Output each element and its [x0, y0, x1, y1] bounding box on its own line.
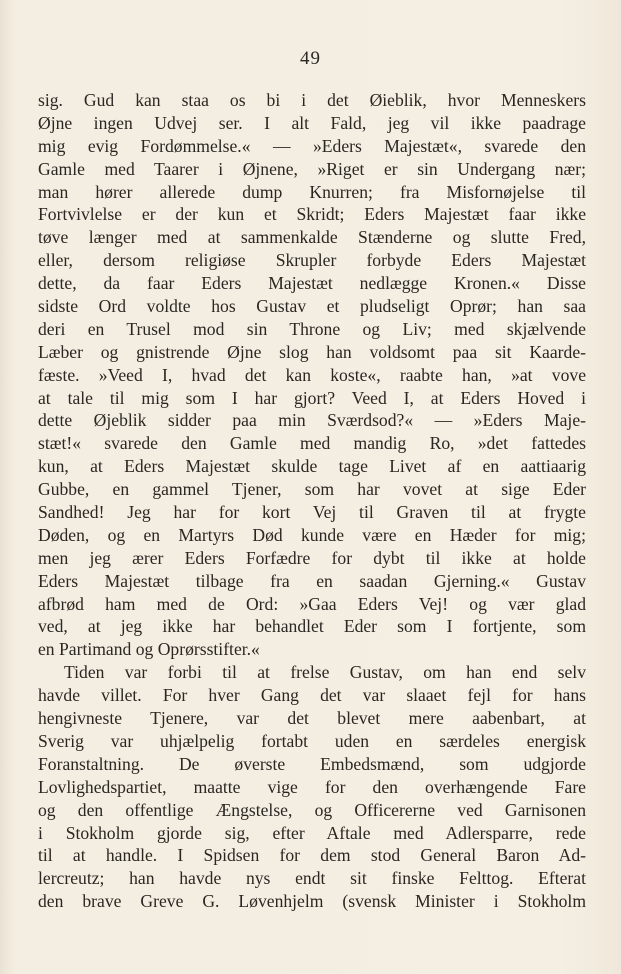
text-line: Fortvivlelse er der kun et Skridt; Eders Majestæt faar ikke: [38, 204, 586, 225]
text-line: Lovlighedspartiet, maatte vige for den overhængende Fare: [38, 776, 586, 797]
text-line: dette, da faar Eders Majestæt nedlægge Kronen.« Disse: [38, 273, 586, 294]
paragraph: [38, 89, 586, 661]
text-line: fæste. »Veed I, hvad det kan koste«, raabte han, »at vove: [38, 364, 586, 385]
text-line: Sandhed! Jeg har for kort Vej til Graven til at frygte: [38, 502, 586, 523]
text-line: i Stokholm gjorde sig, efter Aftale med Adlersparre, rede: [38, 822, 586, 843]
text-line: havde villet. For hver Gang det var slaaet fejl for hans: [38, 685, 586, 706]
text-line: Eders Majestæt tilbage fra en saadan Gjerning.« Gustav: [38, 570, 586, 591]
text-line: kun, at Eders Majestæt skulde tage Livet af en aattiaarig: [38, 456, 586, 477]
text-line: man hører allerede dump Knurren; fra Misfornøjelse til: [38, 181, 586, 202]
text-line: Gubbe, en gammel Tjener, som har vovet at sige Eder: [38, 479, 586, 500]
page-number: 49: [300, 48, 321, 69]
text-line: sidste Ord voldte hos Gustav et pludseligt Oprør; han saa: [38, 296, 586, 317]
text-line: Døden, og en Martyrs Død kunde være en Hæder for mig;: [38, 524, 586, 545]
text-line: tøve længer med at sammenkalde Stænderne og slutte Fred,: [38, 227, 586, 248]
text-line: hengivneste Tjenere, var det blevet mere aabenbart, at: [38, 708, 586, 729]
text-line: deri en Trusel mod sin Throne og Liv; med skjælvende: [38, 318, 586, 339]
text-line: og den offentlige Ængstelse, og Officererne ved Garnisonen: [38, 799, 586, 820]
text-line: afbrød ham med de Ord: »Gaa Eders Vej! og vær glad: [38, 593, 586, 614]
text-line: Gamle med Taarer i Øjnene, »Riget er sin Undergang nær;: [38, 158, 586, 179]
text-line: lercreutz; han havde nys endt sit finske Felttog. Efterat: [38, 868, 586, 889]
text-line: eller, dersom religiøse Skrupler forbyde Eders Majestæt: [38, 250, 586, 271]
paragraph: [38, 661, 586, 913]
text-line: Tiden var forbi til at frelse Gustav, om han end selv: [64, 662, 586, 683]
body-text: [38, 89, 586, 913]
text-line: en Partimand og Oprørsstifter.«: [38, 639, 260, 660]
text-line: Sverig var uhjælpelig fortabt uden en særdeles energisk: [38, 730, 586, 751]
text-line: ved, at jeg ikke har behandlet Eder som I fortjente, som: [38, 616, 586, 637]
text-line: Øjne ingen Udvej ser. I alt Fald, jeg vil ikke paadrage: [38, 112, 586, 133]
text-line: men jeg ærer Eders Forfædre for dybt til ikke at holde: [38, 547, 586, 568]
text-line: mig evig Fordømmelse.« — »Eders Majestæt«, svarede den: [38, 135, 586, 156]
text-line: til at handle. I Spidsen for dem stod General Baron Ad-: [38, 845, 586, 866]
text-line: Foranstaltning. De øverste Embedsmænd, som udgjorde: [38, 753, 586, 774]
text-line: at tale til mig som I har gjort? Veed I, at Eders Hoved i: [38, 387, 586, 408]
text-line: Læber og gnistrende Øjne slog han voldsomt paa sit Kaarde-: [38, 341, 586, 362]
text-line: sig. Gud kan staa os bi i det Øieblik, hvor Menneskers: [38, 90, 586, 110]
text-line: stæt!« svarede den Gamle med mandig Ro, »det fattedes: [38, 433, 586, 454]
text-line: dette Øjeblik sidder paa min Sværdsod?« — »Eders Maje-: [38, 410, 586, 431]
text-line: den brave Greve G. Løvenhjelm (svensk Minister i Stokholm: [38, 891, 586, 912]
